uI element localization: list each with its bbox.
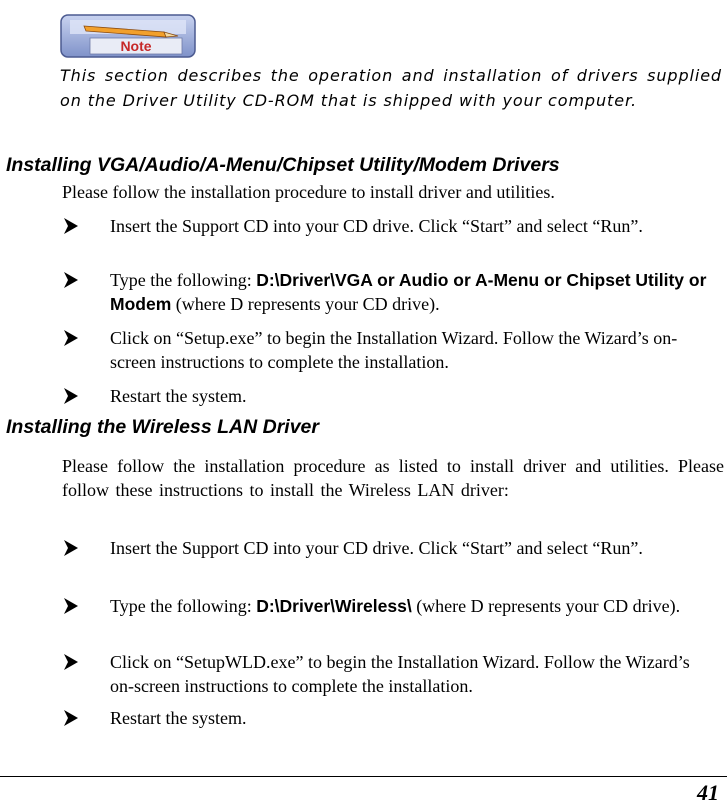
- section-heading-wireless: Installing the Wireless LAN Driver: [6, 416, 319, 438]
- note-icon: [60, 12, 198, 60]
- driver-path: D:\Driver\Wireless\: [256, 596, 412, 616]
- page-number: 41: [697, 780, 719, 805]
- arrow-bullet-icon: [62, 708, 80, 728]
- note-text: This section describes the operation and installation of drivers supplied on the Driver Utility CD-ROM that is shipped with your computer.: [60, 66, 722, 110]
- footer-divider: [0, 776, 727, 777]
- arrow-bullet-icon: [62, 538, 80, 558]
- arrow-bullet-icon: [62, 216, 80, 236]
- driver-path: D:\Driver\VGA or Audio or A-Menu or Chipset Utility or Modem: [110, 270, 707, 314]
- arrow-bullet-icon: [62, 328, 80, 348]
- section-heading-drivers: Installing VGA/Audio/A-Menu/Chipset Utility/Modem Drivers: [6, 154, 560, 176]
- arrow-bullet-icon: [62, 386, 80, 406]
- section-intro: Please follow the installation procedure to install driver and utilities.: [62, 182, 555, 202]
- arrow-bullet-icon: [62, 652, 80, 672]
- svg-text:Note: Note: [120, 38, 152, 54]
- arrow-bullet-icon: [62, 596, 80, 616]
- section-intro: Please follow the installation procedure as listed to install driver and utilities. Please follow these instructions to install the Wireless LAN driver:: [62, 456, 724, 500]
- arrow-bullet-icon: [62, 270, 80, 290]
